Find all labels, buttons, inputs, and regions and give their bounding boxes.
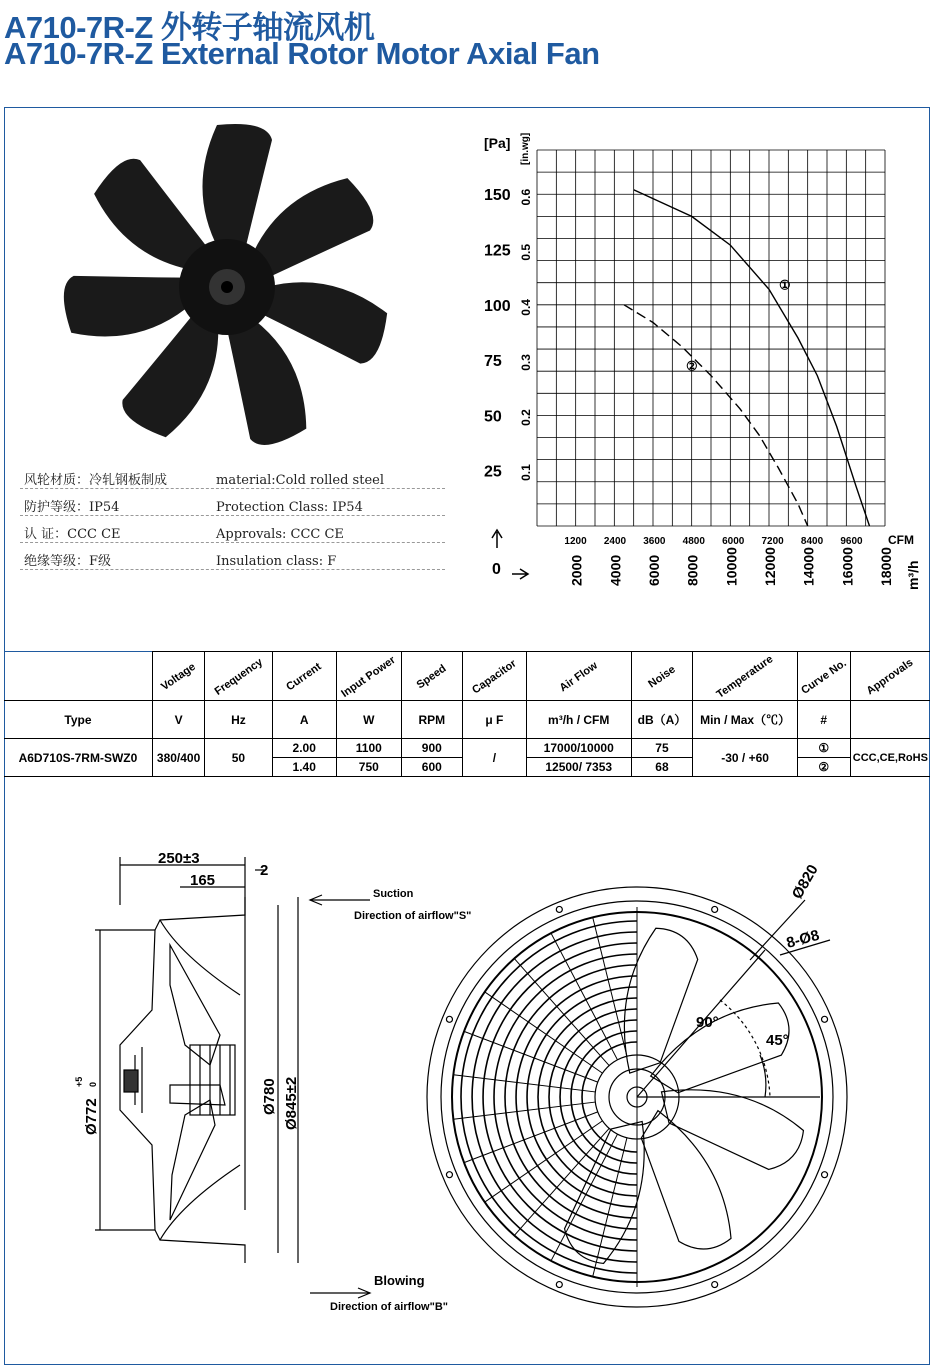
- mount-hole: [446, 1016, 452, 1022]
- mount-hole: [712, 1282, 718, 1288]
- arrow-right-icon: [512, 569, 528, 579]
- header-temperature: Temperature: [693, 652, 797, 701]
- curve-cell: ①: [797, 739, 850, 758]
- airflow-cell: 12500/ 7353: [526, 758, 631, 777]
- x-tick-m3h: 18000: [878, 547, 894, 586]
- angle-90: 90°: [696, 1014, 719, 1031]
- y-tick-pa: 125: [484, 242, 511, 260]
- dim-165: 165: [190, 872, 216, 889]
- y-tick-pa: 100: [484, 297, 511, 315]
- header-speed: Speed: [401, 652, 462, 701]
- grill-ring: [538, 998, 637, 1196]
- y-tick-pa: 50: [484, 408, 502, 426]
- fan-blade: [651, 1064, 809, 1177]
- header-curve-no: Curve No.: [797, 652, 850, 701]
- power-cell: 750: [336, 758, 401, 777]
- mount-hole: [446, 1172, 452, 1178]
- holes-label: 8-Ø8: [784, 926, 822, 952]
- airflow-cell: 17000/10000: [526, 739, 631, 758]
- noise-cell: 75: [631, 739, 693, 758]
- x-tick-cfm: 4800: [682, 536, 705, 547]
- x-tick-m3h: 2000: [568, 554, 585, 586]
- speed-cell: 900: [401, 739, 462, 758]
- power-cell: 1100: [336, 739, 401, 758]
- fan-blade: [634, 1100, 737, 1258]
- frequency-cell: 50: [205, 739, 272, 777]
- y-tick-inwg: 0.1: [519, 464, 533, 481]
- grill-ring: [472, 932, 637, 1262]
- dim-780: Ø780: [261, 1078, 278, 1115]
- divider: [20, 488, 445, 489]
- x-tick-cfm: 1200: [564, 536, 587, 547]
- x-tick-cfm: 7200: [761, 536, 784, 547]
- header-air-flow: Air Flow: [526, 652, 631, 701]
- dim-820: Ø820: [788, 861, 822, 902]
- page-title-en: A710-7R-Z External Rotor Motor Axial Fan: [4, 36, 600, 71]
- header-input-power: Input Power: [336, 652, 401, 701]
- divider: [20, 542, 445, 543]
- series-line-1: [634, 190, 870, 526]
- dim-772-tol: +5: [74, 1076, 84, 1087]
- x-axis-label-cfm: CFM: [888, 533, 914, 547]
- x-axis-label-m3h: m³/h: [905, 560, 921, 590]
- mount-hole: [822, 1172, 828, 1178]
- front-view-drawing: [420, 860, 900, 1330]
- spec-table: [4, 651, 930, 777]
- header-voltage: Voltage: [152, 652, 204, 701]
- header-noise: Noise: [631, 652, 693, 701]
- y-tick-pa: 75: [484, 353, 502, 371]
- x-tick-m3h: 14000: [800, 547, 817, 586]
- spec-protection: 防护等级：IP54 Protection Class: IP54: [24, 500, 363, 515]
- voltage-cell: 380/400: [152, 739, 204, 777]
- divider: [20, 569, 445, 570]
- header-capacitor: Capacitor: [462, 652, 526, 701]
- x-tick-cfm: 8400: [800, 536, 824, 547]
- unit-curve: #: [797, 701, 850, 739]
- y-tick-inwg: 0.6: [519, 188, 533, 206]
- noise-cell: 68: [631, 758, 693, 777]
- x-tick-m3h: 8000: [684, 554, 701, 586]
- unit-airflow: m³/h / CFM: [526, 701, 631, 739]
- divider: [20, 515, 445, 516]
- y-tick-pa: 150: [484, 187, 511, 205]
- y-tick-inwg: 0.5: [519, 243, 533, 261]
- approvals-cell: CCC,CE,RoHS: [850, 739, 930, 777]
- unit-frequency: Hz: [205, 701, 272, 739]
- mount-hole: [712, 906, 718, 912]
- x-tick-m3h: 6000: [646, 554, 662, 586]
- unit-type: Type: [4, 701, 152, 739]
- temperature-cell: -30 / +60: [693, 739, 797, 777]
- x-tick-cfm: 2400: [603, 536, 627, 547]
- x-tick-cfm: 3600: [643, 536, 666, 547]
- blade: [202, 124, 272, 250]
- curve-cell: ②: [797, 758, 850, 777]
- unit-capacitor: μ F: [462, 701, 526, 739]
- unit-approvals: [850, 701, 930, 739]
- mount-hole: [822, 1016, 828, 1022]
- grill-ring: [549, 1009, 637, 1185]
- series-label-1: ①: [779, 277, 791, 293]
- unit-temperature: Min / Max（℃）: [693, 701, 797, 739]
- unit-noise: dB（A）: [631, 701, 693, 739]
- angle-45: 45°: [766, 1032, 789, 1049]
- direction-b-label: Direction of airflow"B": [330, 1301, 448, 1313]
- direction-s-label: Direction of airflow"S": [354, 910, 472, 922]
- current-cell: 1.40: [272, 758, 336, 777]
- side-view-drawing: [60, 835, 480, 1325]
- dim-250: 250±3: [158, 850, 200, 867]
- x-tick-m3h: 4000: [607, 554, 624, 586]
- x-tick-m3h: 12000: [762, 547, 778, 586]
- x-tick-m3h: 10000: [723, 547, 740, 586]
- dim-772: Ø772: [83, 1098, 100, 1135]
- y-tick-inwg: 0.3: [519, 354, 533, 371]
- suction-label: Suction: [373, 888, 414, 900]
- y-tick-pa: 25: [484, 463, 502, 481]
- impeller-image: [55, 120, 400, 460]
- mount-hole: [556, 906, 562, 912]
- performance-chart: [470, 120, 930, 600]
- spec-insulation: 绝缘等级：F级 Insulation class: F: [24, 554, 337, 569]
- origin-label: 0: [492, 561, 501, 578]
- current-cell: 2.00: [272, 739, 336, 758]
- y-axis-label-pa: [Pa]: [484, 135, 511, 151]
- unit-voltage: V: [152, 701, 204, 739]
- header-current: Current: [272, 652, 336, 701]
- series-label-2: ②: [686, 358, 698, 374]
- grill-ring: [516, 976, 637, 1218]
- spec-approvals: 认 证：CCC CE Approvals: CCC CE: [24, 527, 344, 542]
- blowing-label: Blowing: [374, 1273, 425, 1288]
- x-tick-cfm: 6000: [722, 536, 745, 547]
- y-axis-label-inwg: [in.wg]: [520, 132, 531, 165]
- model-cell: A6D710S-7RM-SWZ0: [4, 739, 152, 777]
- header-frequency: Frequency: [205, 652, 272, 701]
- mount-hole: [556, 1282, 562, 1288]
- capacitor-cell: /: [462, 739, 526, 777]
- y-tick-inwg: 0.4: [519, 299, 533, 316]
- page-title-cn: A710-7R-Z 外转子轴流风机: [4, 10, 375, 45]
- arrow-up-icon: [492, 530, 502, 548]
- spec-material: 风轮材质：冷轧钢板制成 material:Cold rolled steel: [24, 473, 384, 488]
- x-tick-cfm: 9600: [840, 536, 863, 547]
- header-approvals: Approvals: [850, 652, 930, 701]
- unit-current: A: [272, 701, 336, 739]
- unit-speed: RPM: [401, 701, 462, 739]
- speed-cell: 600: [401, 758, 462, 777]
- grill-spoke: [593, 917, 627, 1056]
- dim-772-tol2: 0: [88, 1081, 98, 1087]
- x-tick-m3h: 16000: [839, 547, 856, 586]
- dim-845: Ø845±2: [283, 1076, 300, 1130]
- y-tick-inwg: 0.2: [519, 409, 533, 426]
- header-blank: [4, 652, 152, 701]
- unit-power: W: [336, 701, 401, 739]
- dim-2: 2: [260, 862, 269, 879]
